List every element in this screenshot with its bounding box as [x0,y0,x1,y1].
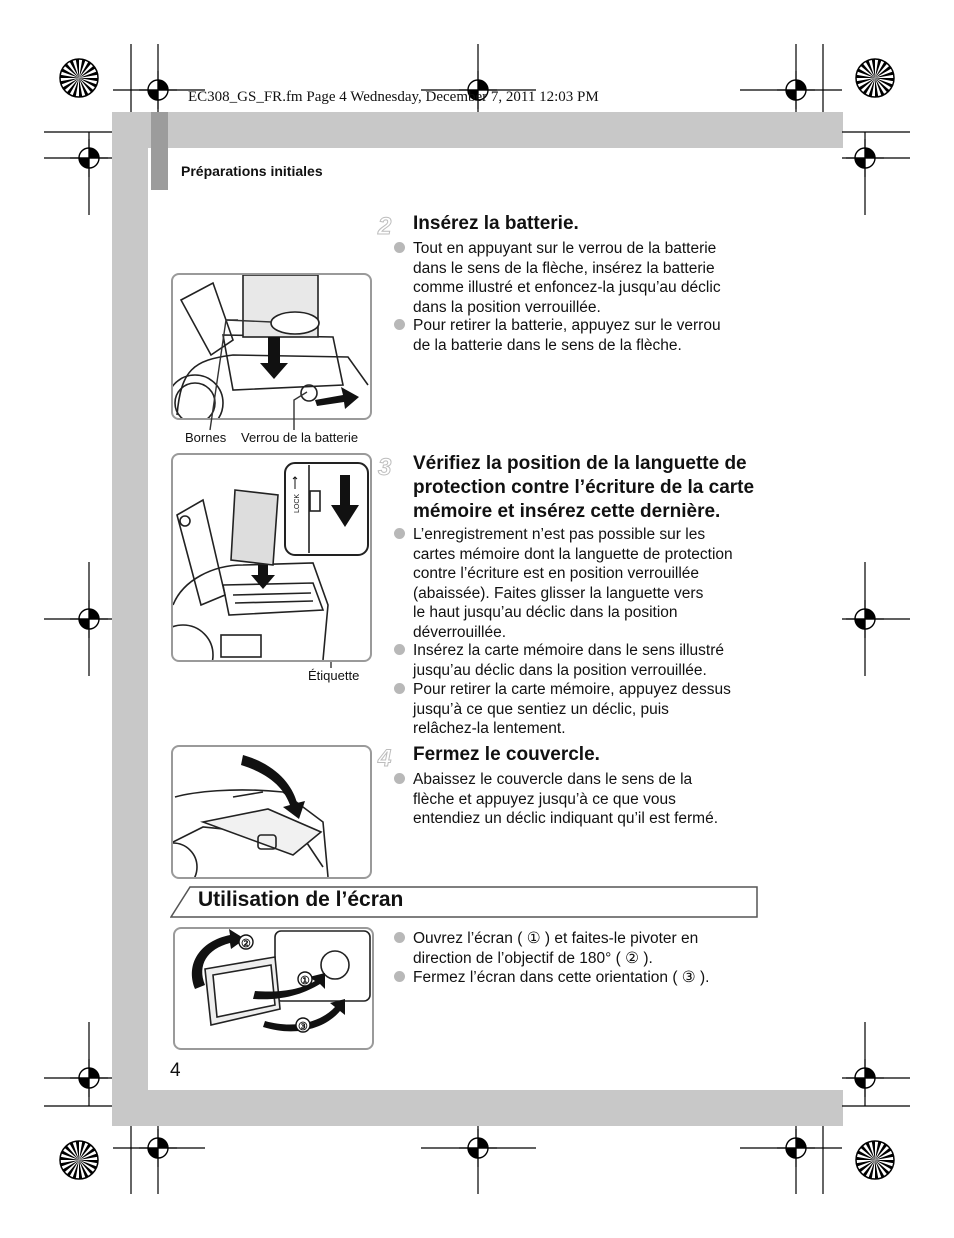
section-label: Préparations initiales [181,163,323,179]
bullet-item: Pour retirer la carte mémoire, appuyez dessus jusqu’à ce que sentiez un déclic, puis relâchez-la lentement. [394,680,759,739]
step-title-3-line1: Vérifiez la position de la languette de [413,453,747,474]
screen-rotation-illustration [173,927,374,1050]
marker-1: ① [300,975,310,987]
step-title-3-line3: mémoire et insérez cette dernière. [413,501,721,522]
step-title-3-line2: protection contre l’écriture de la carte [413,477,755,498]
page-number: 4 [170,1060,181,1081]
lock-label: LOCK [294,493,301,513]
close-cover-illustration [171,745,372,879]
bullet-dot-icon [394,773,405,784]
caption-etiquette: Étiquette [308,668,360,683]
marker-3: ③ [298,1021,308,1033]
bullet-dot-icon [394,932,405,943]
step-number-3: 3 [378,454,392,481]
memory-card-illustration [171,453,372,662]
step-title-2: Insérez la batterie. [413,213,579,234]
marker-2: ② [241,938,251,950]
bullet-item: Abaissez le couvercle dans le sens de la flèche et appuyez jusqu’à ce que vous entendiez un déclic indiquant qu’il est fermé. [394,770,759,829]
section-title: Utilisation de l’écran [198,888,404,911]
bullet-item: L’enregistrement n’est pas possible sur les cartes mémoire dont la languette de protection contre l’écriture est en position verrouillée (abaissée). Faites glisser la languette vers le haut jusqu’au déclic dans la position déverrouillée. [394,525,759,642]
step-title-4: Fermez le couvercle. [413,744,600,765]
bullet-dot-icon [394,644,405,655]
caption-bornes: Bornes [185,430,227,445]
bullet-item: Tout en appuyant sur le verrou de la batterie dans le sens de la flèche, insérez la batterie comme illustré et enfoncez-la jusqu’au déclic dans la position verrouillée. [394,239,759,317]
bullet-item: Insérez la carte mémoire dans le sens illustré jusqu’au déclic dans la position verrouillée. [394,641,759,680]
bullet-item: Ouvrez l’écran ( ① ) et faites-le pivoter en direction de l’objectif de 180° ( ② ). [394,929,759,968]
step-number-2: 2 [378,213,392,240]
bullet-dot-icon [394,528,405,539]
caption-verrou: Verrou de la batterie [241,430,359,445]
bullet-item: Fermez l’écran dans cette orientation ( ③ ). [394,968,759,988]
pdf-header-info: EC308_GS_FR.fm Page 4 Wednesday, December 7, 2011 12:03 PM [188,89,599,105]
bullet-dot-icon [394,971,405,982]
bullet-item: Pour retirer la batterie, appuyez sur le verrou de la batterie dans le sens de la flèche. [394,316,759,355]
bullet-dot-icon [394,683,405,694]
step-number-4: 4 [378,745,392,772]
